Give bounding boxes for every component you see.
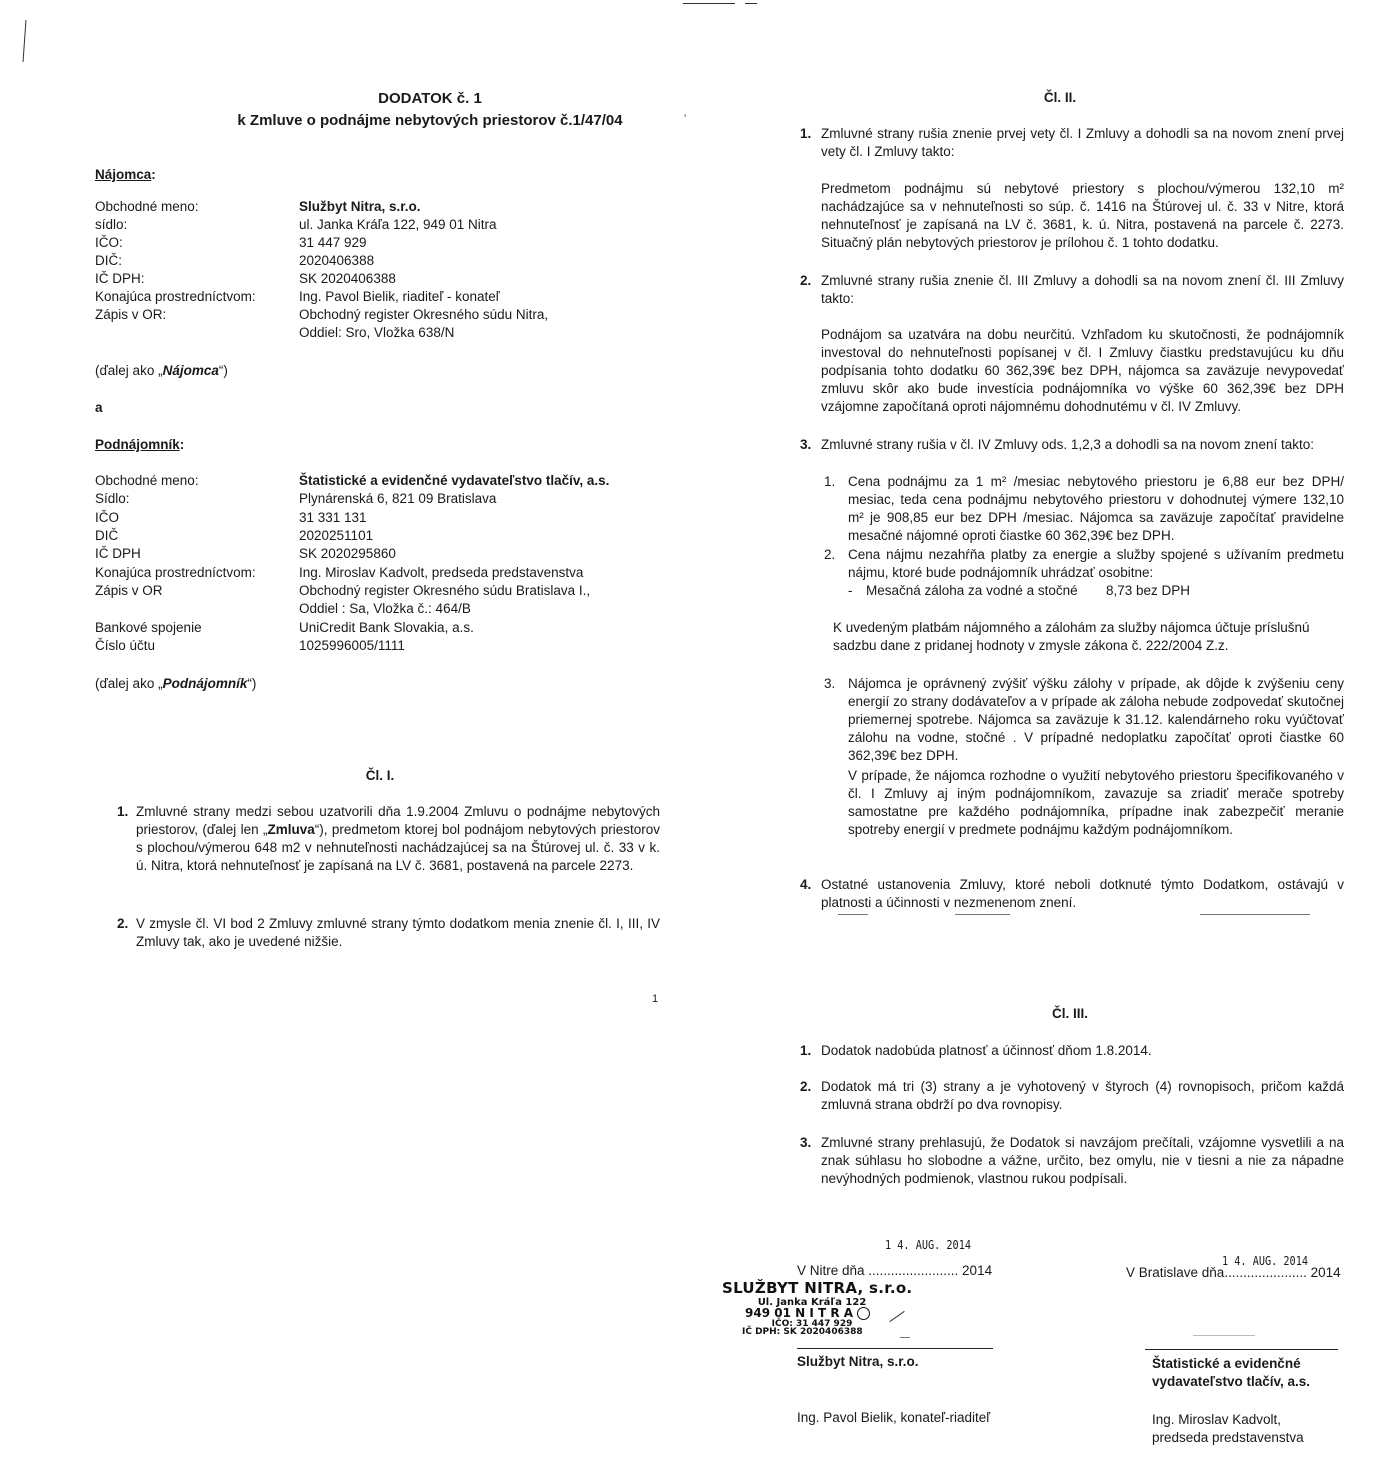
cl3-paragraph-2: Dodatok má tri (3) strany a je vyhotovený v štyroch (4) rovnopisoch, pričom každá zmluvná strana obdrží po dva rovnopisy. bbox=[821, 1079, 1344, 1112]
podnajomnik-alias bbox=[95, 675, 256, 693]
scan-mark bbox=[23, 20, 27, 62]
sub-item-number: 2. bbox=[824, 547, 836, 562]
place-label: V Bratislave dňa bbox=[1126, 1265, 1225, 1280]
signature-line-right bbox=[1145, 1349, 1338, 1350]
scan-mark: ʼ bbox=[684, 114, 687, 125]
signatory-company-right-1: Štatistické a evidenčné bbox=[1152, 1356, 1301, 1371]
signatory-company-right-2: vydavateľstvo tlačív, a.s. bbox=[1152, 1374, 1311, 1389]
podnajomnik-heading: Podnájomník: bbox=[95, 437, 185, 452]
dash-bullet: - bbox=[848, 583, 853, 598]
party-field-value: ul. Janka Kráľa 122, 949 01 Nitra bbox=[299, 217, 497, 232]
scan-mark bbox=[1200, 914, 1310, 915]
party-field-label: DIČ bbox=[95, 528, 119, 543]
vat-note: K uvedeným platbám nájomného a zálohám za služby nájomca účtuje príslušnú sadzbu dane z pridanej hodnoty v zmysle zákona č. 222/2004 Z.z. bbox=[833, 620, 1310, 653]
cl1-p1-text-c: “), predmetom ktorej bol podnájom nebytových priestorov s plochou/výmerou 648 m2 v nehnuteľnosti nachádzajúcej sa na Štúrovej ul. č. 33 v k. ú. Nitra, ktorá nehnuteľnosť je zapísaná na LV č. 3681, postavená na parcele 2273. bbox=[136, 822, 660, 873]
stamp-address: Ul. Janka Kráľa 122 bbox=[757, 1297, 867, 1308]
stamp-ic-dph: IČ DPH: SK 2020406388 bbox=[742, 1327, 863, 1337]
party-field-value: Plynárenská 6, 821 09 Bratislava bbox=[299, 491, 497, 506]
party-field-label: sídlo: bbox=[95, 217, 128, 232]
alias-prefix: (ďalej ako „ bbox=[95, 676, 163, 691]
scan-mark bbox=[838, 914, 868, 915]
scan-mark bbox=[683, 3, 735, 4]
water-advance-label: Mesačná záloha za vodné a stočné bbox=[866, 583, 1078, 598]
party-field-value: Obchodný register Okresného súdu Bratislava I., bbox=[299, 583, 591, 598]
najomca-alias bbox=[95, 362, 228, 380]
najomca-heading-text: Nájomca bbox=[95, 167, 152, 182]
party-field-label: DIČ: bbox=[95, 253, 122, 268]
cl1-item-number: 1. bbox=[117, 804, 129, 819]
najomca-heading: Nájomca: bbox=[95, 167, 156, 182]
sub-item-2: Cena nájmu nezahŕňa platby za energie a služby spojené s užívaním predmetu nájmu, ktoré bude podnájomník uhrádzať osobitne: bbox=[848, 547, 1344, 580]
cl1-paragraph-2: V zmysle čl. VI bod 2 Zmluvy zmluvné strany týmto dodatkom menia znenie čl. I, III, IV Zmluvy tak, ako je uvedené nižšie. bbox=[136, 916, 660, 949]
water-advance-value: 8,73 bez DPH bbox=[1106, 583, 1191, 598]
alias-name: Podnájomník bbox=[162, 676, 248, 691]
cl3-item-number: 3. bbox=[800, 1135, 812, 1150]
party-field-value: Obchodný register Okresného súdu Nitra, bbox=[299, 307, 549, 322]
party-field-value: Oddiel : Sa, Vložka č.: 464/B bbox=[299, 601, 471, 616]
party-field-label: Zápis v OR: bbox=[95, 307, 167, 322]
party-field-value: SK 2020295860 bbox=[299, 546, 396, 561]
cl3-item-number: 1. bbox=[800, 1043, 812, 1058]
signature-line-left bbox=[797, 1348, 993, 1349]
cl2-paragraph-3: Zmluvné strany rušia v čl. IV Zmluvy ods. 1,2,3 a dohodli sa na novom znení takto: bbox=[821, 437, 1314, 452]
cl2-item-number: 1. bbox=[800, 126, 812, 141]
party-field-value: 1025996005/1111 bbox=[299, 638, 405, 653]
signature-trace bbox=[1193, 1335, 1255, 1336]
page-number: 1 bbox=[652, 993, 659, 1005]
sub-item-3: Nájomca je oprávnený zvýšiť výšku zálohy v prípade, ak dôjde k zvýšeniu ceny energií zo strany dodávateľov a v prípade ak záloha nebude zodpovedať skutočnej priemernej spotrebe. Nájomca sa zaväzuje k 31.12. kalendárneho roku vyúčtovať zálohu na vodne, stočné . V prípadné nedoplatku započítať oproti čiastke 60 362,39€ bez DPH. bbox=[848, 676, 1344, 763]
stamp-city-text: 949 01 N I T R A bbox=[745, 1306, 854, 1320]
party-field-value: 2020406388 bbox=[299, 253, 375, 268]
party-field-label: IČO: bbox=[95, 235, 123, 250]
alias-suffix: “) bbox=[218, 363, 228, 378]
cl1-p1-text-a: Zmluvné strany medzi sebou uzatvorili dňa 1.9.2004 Zmluvu o podnájme nebytových priestorov, (ďalej len „ bbox=[136, 804, 660, 837]
scan-mark bbox=[745, 3, 757, 4]
document-title: DODATOK č. 1 bbox=[378, 90, 482, 107]
party-field-value: Službyt Nitra, s.r.o. bbox=[299, 199, 421, 214]
cl3-paragraph-3: Zmluvné strany prehlasujú, že Dodatok si navzájom prečítali, vzájomne vysvetlili a na znak súhlasu ho slobodne a vážne, určito, bez omylu, nie v tiesni a nie za nápadne nevýhodných podmienok, vlastnou rukou podpísali. bbox=[821, 1135, 1344, 1186]
signing-place-nitra: V Nitre dňa ........................ 2014 bbox=[797, 1263, 993, 1278]
sub-item-3-continued: V prípade, že nájomca rozhodne o využití nebytového priestoru špecifikovaného v čl. I Zmluvy aj iným podnájomníkom, zavazuje sa zriadiť merače spotreby samostatne pre každého podnájomníka, prípadne inak zabezpečiť meranie spotreby energií v predmete podnájmu každým podnájomníkom. bbox=[848, 768, 1344, 837]
cl2-paragraph-2-body: Podnájom sa uzatvára na dobu neurčitú. Vzhľadom ku skutočnosti, že podnájomník investoval do nehnuteľnosti popísanej v čl. I Zmluvy čiastku predstavujúcu ku dňu podpísania tohto dodatku 60 362,39€ bez DPH, nájomca sa zaväzuje nevypovedať zmluvu skôr ako bude investícia podnájomníka vo výške 60 362,39€ bez DPH vzájomne započítaná oproti nájomnému dohodnutému v čl. IV Zmluvy. bbox=[821, 327, 1344, 414]
scan-mark bbox=[955, 914, 1010, 915]
party-field-value: 31 331 131 bbox=[299, 510, 367, 525]
party-field-label: Konajúca prostredníctvom: bbox=[95, 289, 256, 304]
cl1-p1-zmluva: Zmluva bbox=[267, 822, 315, 837]
party-field-label: IČ DPH: bbox=[95, 271, 145, 286]
party-field-value: Ing. Pavol Bielik, riaditeľ - konateľ bbox=[299, 289, 500, 304]
cl2-paragraph-4: Ostatné ustanovenia Zmluvy, ktoré neboli dotknuté týmto Dodatkom, ostávajú v platnosti a účinnosti v nezmenenom znení. bbox=[821, 877, 1344, 910]
conjunction-a: a bbox=[95, 400, 103, 415]
cl3-paragraph-1: Dodatok nadobúda platnosť a účinnosť dňom 1.8.2014. bbox=[821, 1043, 1152, 1058]
party-field-label: Číslo účtu bbox=[95, 638, 156, 653]
alias-suffix: “) bbox=[247, 676, 257, 691]
signatory-person-right-2: predseda predstavenstva bbox=[1152, 1430, 1304, 1445]
party-field-value: UniCredit Bank Slovakia, a.s. bbox=[299, 620, 474, 635]
party-field-label: Obchodné meno: bbox=[95, 473, 199, 488]
cl2-item-number: 3. bbox=[800, 437, 812, 452]
alias-name: Nájomca bbox=[162, 363, 219, 378]
cl2-paragraph-1: Zmluvné strany rušia znenie prvej vety čl. I Zmluvy a dohodli sa na novom znení prvej vety čl. I Zmluvy takto: bbox=[821, 126, 1344, 159]
signatory-person-right-1: Ing. Miroslav Kadvolt, bbox=[1152, 1412, 1282, 1427]
date-stamp: 1 4. AUG. 2014 bbox=[1222, 1254, 1308, 1268]
scan-mark bbox=[900, 1337, 910, 1338]
cl1-item-number: 2. bbox=[117, 916, 129, 931]
cl2-item-number: 4. bbox=[800, 877, 812, 892]
cl2-paragraph-2: Zmluvné strany rušia znenie čl. III Zmluvy a dohodli sa na novom znení čl. III Zmluvy takto: bbox=[821, 273, 1344, 306]
party-field-label: Bankové spojenie bbox=[95, 620, 202, 635]
sub-item-number: 1. bbox=[824, 474, 836, 489]
alias-prefix: (ďalej ako „ bbox=[95, 363, 163, 378]
podnajomnik-heading-text: Podnájomník bbox=[95, 437, 180, 452]
cl2-paragraph-1-body: Predmetom podnájmu sú nebytové priestory s plochou/výmerou 132,10 m² nachádzajúce sa v nehnuteľnosti so súp. č. 1416 na Štúrovej ul. č. 33 v Nitre, ktorá nehnuteľnosť je zapísaná na LV č. 3681, k. ú. Nitra, postavená na parcele č. 2273. Situačný plán nebytových priestorov je prílohou č. 1 tohto dodatku. bbox=[821, 181, 1344, 250]
signing-place-bratislava bbox=[1126, 1264, 1341, 1282]
date-stamp: 1 4. AUG. 2014 bbox=[885, 1238, 971, 1252]
cl3-item-number: 2. bbox=[800, 1079, 812, 1094]
party-field-label: Obchodné meno: bbox=[95, 199, 199, 214]
party-field-value: Ing. Miroslav Kadvolt, predseda predstavenstva bbox=[299, 565, 584, 580]
stamp-ico: IČO: 31 447 929 bbox=[771, 1319, 853, 1329]
place-date: ...................... 2014 bbox=[1224, 1265, 1341, 1280]
party-field-value: SK 2020406388 bbox=[299, 271, 396, 286]
cl1-paragraph-1 bbox=[136, 803, 660, 875]
cl3-heading: Čl. III. bbox=[1051, 1006, 1088, 1021]
party-field-label: IČO bbox=[95, 510, 120, 525]
document-subtitle: k Zmluve o podnájme nebytových priestorov č.1/47/04 bbox=[237, 112, 623, 129]
cl2-heading: Čl. II. bbox=[1043, 90, 1077, 105]
signatory-person-left: Ing. Pavol Bielik, konateľ-riaditeľ bbox=[797, 1410, 991, 1425]
party-field-value: Oddiel: Sro, Vložka 638/N bbox=[299, 325, 455, 340]
sub-item-1: Cena podnájmu za 1 m² /mesiac nebytového priestoru je 6,88 eur bez DPH/ mesiac, teda cena podnájmu nebytového priestoru v dohodnutej výmere 132,10 m² je 908,85 eur bez DPH /mesiac. Nájomca sa zaväzuje započítať pravidelne mesačné nájomné oproti čiastke 60 362,39€ bez DPH. bbox=[848, 474, 1344, 543]
stamp-company-name: SLUŽBYT NITRA, s.r.o. bbox=[722, 1279, 913, 1297]
cl1-heading: Čl. I. bbox=[365, 768, 395, 783]
signatory-company-left: Službyt Nitra, s.r.o. bbox=[797, 1354, 919, 1369]
party-field-value: 2020251101 bbox=[299, 528, 374, 543]
party-field-value: 31 447 929 bbox=[299, 235, 367, 250]
party-field-label: Konajúca prostredníctvom: bbox=[95, 565, 256, 580]
party-field-label: IČ DPH bbox=[95, 546, 141, 561]
party-field-label: Sídlo: bbox=[95, 491, 130, 506]
party-field-value: Štatistické a evidenčné vydavateľstvo tlačív, a.s. bbox=[299, 473, 610, 488]
cl2-item-number: 2. bbox=[800, 273, 812, 288]
party-field-label: Zápis v OR bbox=[95, 583, 163, 598]
sub-item-number: 3. bbox=[824, 676, 836, 691]
